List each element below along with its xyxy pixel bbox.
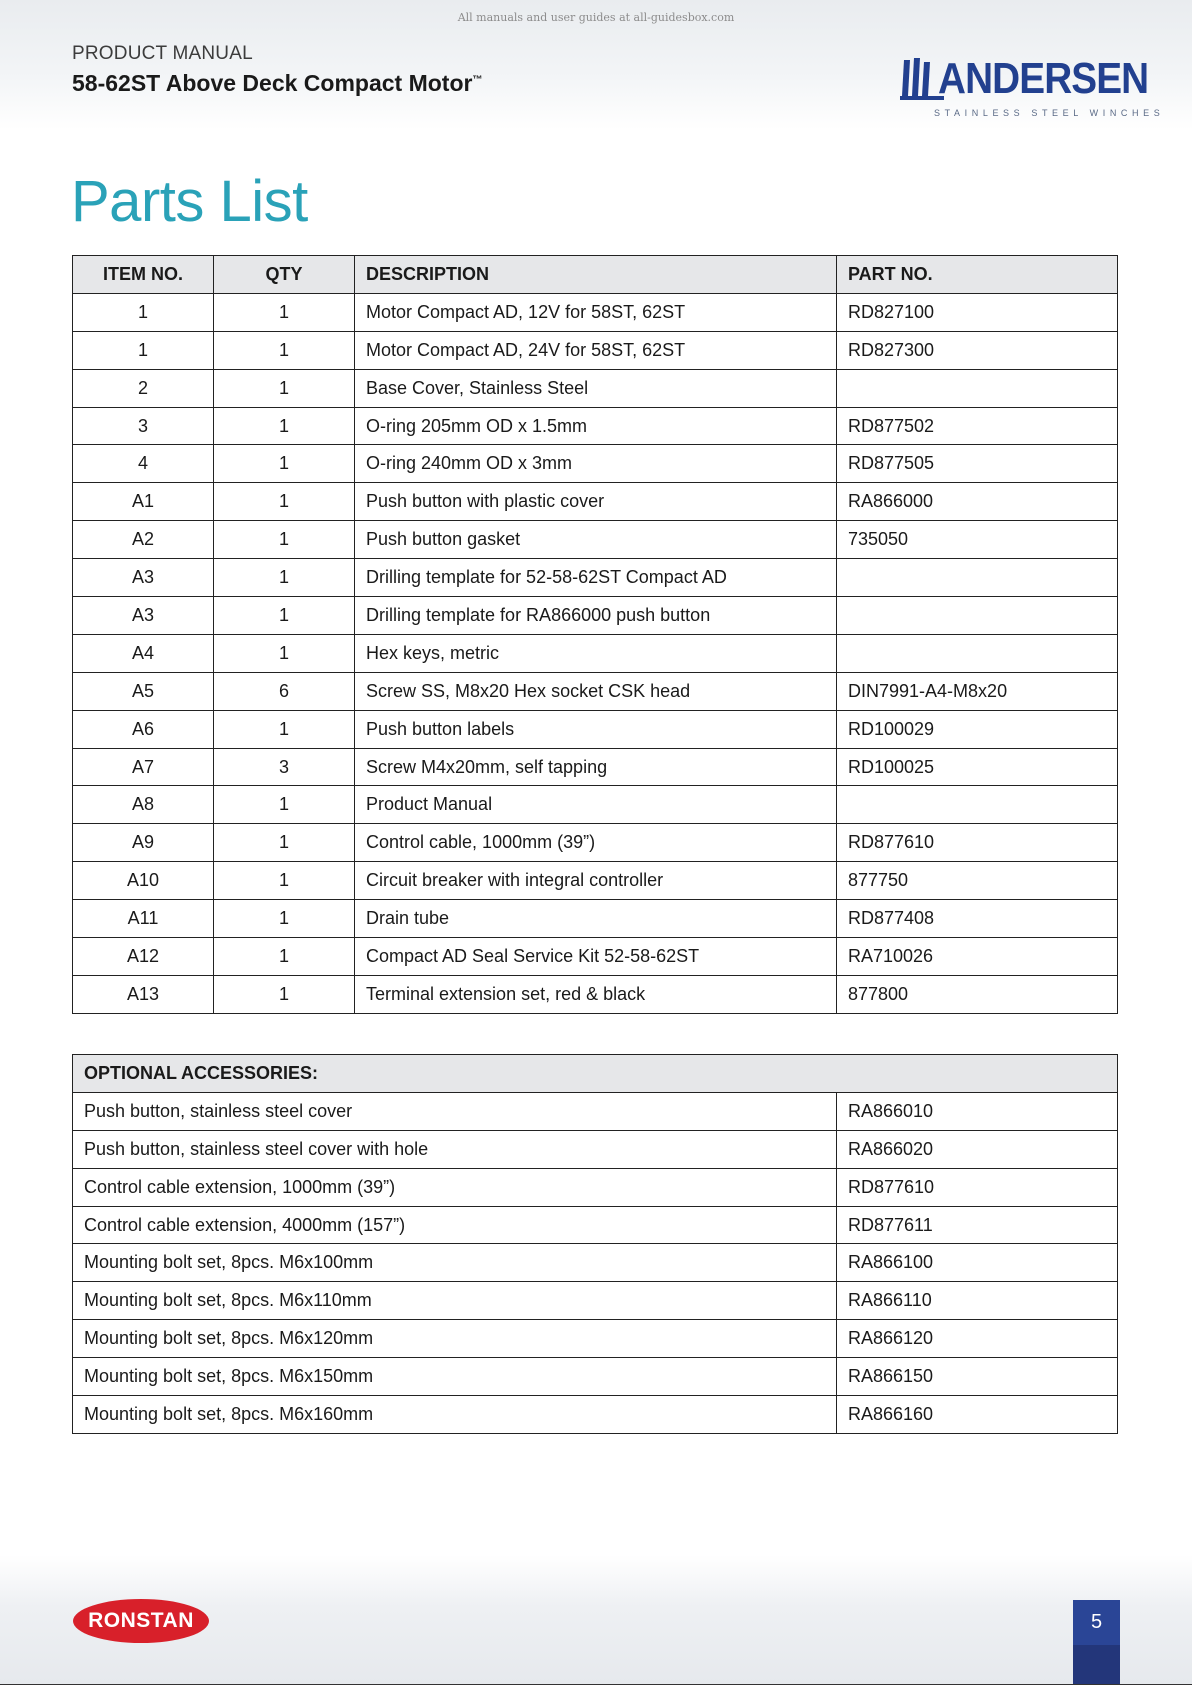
description-cell: Terminal extension set, red & black (355, 975, 837, 1013)
part-no-cell: RA710026 (837, 938, 1118, 976)
andersen-wordmark: ANDERSEN (938, 54, 1149, 103)
accessory-part-no-cell: RA866160 (837, 1396, 1118, 1434)
item-no-cell: A9 (73, 824, 214, 862)
qty-cell: 1 (214, 559, 355, 597)
description-cell: Base Cover, Stainless Steel (355, 369, 837, 407)
table-row (73, 483, 1118, 521)
table-row (73, 634, 1118, 672)
qty-cell: 1 (214, 521, 355, 559)
description-cell: Drilling template for 52-58-62ST Compact AD (355, 559, 837, 597)
item-no-cell: A4 (73, 634, 214, 672)
accessory-part-no-cell: RA866010 (837, 1092, 1118, 1130)
watermark: All manuals and user guides at all-guidesbox.com (457, 11, 735, 24)
part-no-cell (837, 634, 1118, 672)
header-description: DESCRIPTION (355, 256, 837, 294)
part-no-cell: 877750 (837, 862, 1118, 900)
item-no-cell: 3 (73, 407, 214, 445)
item-no-cell: 4 (73, 445, 214, 483)
part-no-cell: RD877408 (837, 900, 1118, 938)
part-no-cell: DIN7991-A4-M8x20 (837, 672, 1118, 710)
description-cell: Screw SS, M8x20 Hex socket CSK head (355, 672, 837, 710)
table-row (73, 293, 1118, 331)
part-no-cell (837, 559, 1118, 597)
qty-cell: 1 (214, 938, 355, 976)
andersen-logo (900, 54, 1165, 120)
item-no-cell: A5 (73, 672, 214, 710)
page-number-box (1073, 1600, 1120, 1685)
table-row (73, 975, 1118, 1013)
part-no-cell (837, 786, 1118, 824)
parts-header-row (73, 256, 1118, 294)
qty-cell: 3 (214, 748, 355, 786)
table-row (73, 1244, 1118, 1282)
qty-cell: 1 (214, 862, 355, 900)
table-row (73, 445, 1118, 483)
item-no-cell: A12 (73, 938, 214, 976)
trademark-mark: ™ (472, 74, 483, 86)
item-no-cell: A3 (73, 559, 214, 597)
qty-cell: 1 (214, 786, 355, 824)
qty-cell: 1 (214, 331, 355, 369)
description-cell: Motor Compact AD, 24V for 58ST, 62ST (355, 331, 837, 369)
accessory-description-cell: Push button, stainless steel cover with hole (73, 1130, 837, 1168)
header-item-no: ITEM NO. (73, 256, 214, 294)
accessory-part-no-cell: RA866020 (837, 1130, 1118, 1168)
description-cell: Product Manual (355, 786, 837, 824)
item-no-cell: A1 (73, 483, 214, 521)
table-row (73, 559, 1118, 597)
qty-cell: 1 (214, 824, 355, 862)
accessory-description-cell: Mounting bolt set, 8pcs. M6x150mm (73, 1358, 837, 1396)
section-title: Parts List (71, 169, 308, 234)
description-cell: Screw M4x20mm, self tapping (355, 748, 837, 786)
part-no-cell: RD827300 (837, 331, 1118, 369)
table-row (73, 1358, 1118, 1396)
qty-cell: 1 (214, 710, 355, 748)
description-cell: Drain tube (355, 900, 837, 938)
accessory-part-no-cell: RD877611 (837, 1206, 1118, 1244)
description-cell: Push button labels (355, 710, 837, 748)
accessory-description-cell: Mounting bolt set, 8pcs. M6x100mm (73, 1244, 837, 1282)
andersen-tagline: STAINLESS STEEL WINCHES (934, 108, 1165, 118)
qty-cell: 1 (214, 597, 355, 635)
qty-cell: 1 (214, 483, 355, 521)
table-row (73, 1168, 1118, 1206)
part-no-cell (837, 369, 1118, 407)
accessories-header: OPTIONAL ACCESSORIES: (73, 1055, 1118, 1093)
accessory-description-cell: Mounting bolt set, 8pcs. M6x120mm (73, 1320, 837, 1358)
part-no-cell: 877800 (837, 975, 1118, 1013)
item-no-cell: 2 (73, 369, 214, 407)
part-no-cell: RD877502 (837, 407, 1118, 445)
description-cell: Circuit breaker with integral controller (355, 862, 837, 900)
accessory-description-cell: Mounting bolt set, 8pcs. M6x160mm (73, 1396, 837, 1434)
table-row (73, 1130, 1118, 1168)
table-row (73, 1320, 1118, 1358)
ronstan-wordmark: RONSTAN (88, 1609, 194, 1632)
item-no-cell: A2 (73, 521, 214, 559)
qty-cell: 1 (214, 634, 355, 672)
description-cell: O-ring 205mm OD x 1.5mm (355, 407, 837, 445)
item-no-cell: A8 (73, 786, 214, 824)
part-no-cell: 735050 (837, 521, 1118, 559)
item-no-cell: A6 (73, 710, 214, 748)
item-no-cell: A10 (73, 862, 214, 900)
accessory-description-cell: Control cable extension, 4000mm (157”) (73, 1206, 837, 1244)
part-no-cell: RD877610 (837, 824, 1118, 862)
doc-title-text: 58-62ST Above Deck Compact Motor (72, 70, 473, 96)
table-row (73, 862, 1118, 900)
description-cell: O-ring 240mm OD x 3mm (355, 445, 837, 483)
accessories-header-row (73, 1055, 1118, 1093)
accessory-part-no-cell: RA866110 (837, 1282, 1118, 1320)
item-no-cell: A7 (73, 748, 214, 786)
accessory-part-no-cell: RA866120 (837, 1320, 1118, 1358)
accessory-part-no-cell: RA866150 (837, 1358, 1118, 1396)
table-row (73, 597, 1118, 635)
description-cell: Compact AD Seal Service Kit 52-58-62ST (355, 938, 837, 976)
parts-table (72, 255, 1118, 1014)
item-no-cell: A11 (73, 900, 214, 938)
description-cell: Drilling template for RA866000 push button (355, 597, 837, 635)
accessory-description-cell: Control cable extension, 1000mm (39”) (73, 1168, 837, 1206)
table-row (73, 1206, 1118, 1244)
qty-cell: 6 (214, 672, 355, 710)
table-row (73, 748, 1118, 786)
table-row (73, 1396, 1118, 1434)
header-part-no: PART NO. (837, 256, 1118, 294)
description-cell: Push button with plastic cover (355, 483, 837, 521)
item-no-cell: 1 (73, 331, 214, 369)
description-cell: Control cable, 1000mm (39”) (355, 824, 837, 862)
table-row (73, 900, 1118, 938)
description-cell: Hex keys, metric (355, 634, 837, 672)
qty-cell: 1 (214, 369, 355, 407)
item-no-cell: A3 (73, 597, 214, 635)
item-no-cell: 1 (73, 293, 214, 331)
table-row (73, 938, 1118, 976)
table-row (73, 369, 1118, 407)
accessory-description-cell: Push button, stainless steel cover (73, 1092, 837, 1130)
qty-cell: 1 (214, 900, 355, 938)
description-cell: Push button gasket (355, 521, 837, 559)
part-no-cell: RD827100 (837, 293, 1118, 331)
table-row (73, 1282, 1118, 1320)
qty-cell: 1 (214, 445, 355, 483)
table-row (73, 407, 1118, 445)
accessory-description-cell: Mounting bolt set, 8pcs. M6x110mm (73, 1282, 837, 1320)
accessory-part-no-cell: RD877610 (837, 1168, 1118, 1206)
accessory-part-no-cell: RA866100 (837, 1244, 1118, 1282)
table-row (73, 824, 1118, 862)
header-qty: QTY (214, 256, 355, 294)
doc-title (72, 70, 482, 97)
ronstan-logo (72, 1598, 210, 1644)
qty-cell: 1 (214, 407, 355, 445)
table-row (73, 1092, 1118, 1130)
qty-cell: 1 (214, 975, 355, 1013)
table-row (73, 521, 1118, 559)
table-row (73, 672, 1118, 710)
table-row (73, 331, 1118, 369)
description-cell: Motor Compact AD, 12V for 58ST, 62ST (355, 293, 837, 331)
part-no-cell: RD100029 (837, 710, 1118, 748)
part-no-cell: RD100025 (837, 748, 1118, 786)
part-no-cell (837, 597, 1118, 635)
page-number: 5 (1090, 1611, 1103, 1633)
accessories-table (72, 1054, 1118, 1434)
table-row (73, 786, 1118, 824)
part-no-cell: RD877505 (837, 445, 1118, 483)
table-row (73, 710, 1118, 748)
item-no-cell: A13 (73, 975, 214, 1013)
doc-kicker: PRODUCT MANUAL (72, 43, 253, 64)
part-no-cell: RA866000 (837, 483, 1118, 521)
qty-cell: 1 (214, 293, 355, 331)
